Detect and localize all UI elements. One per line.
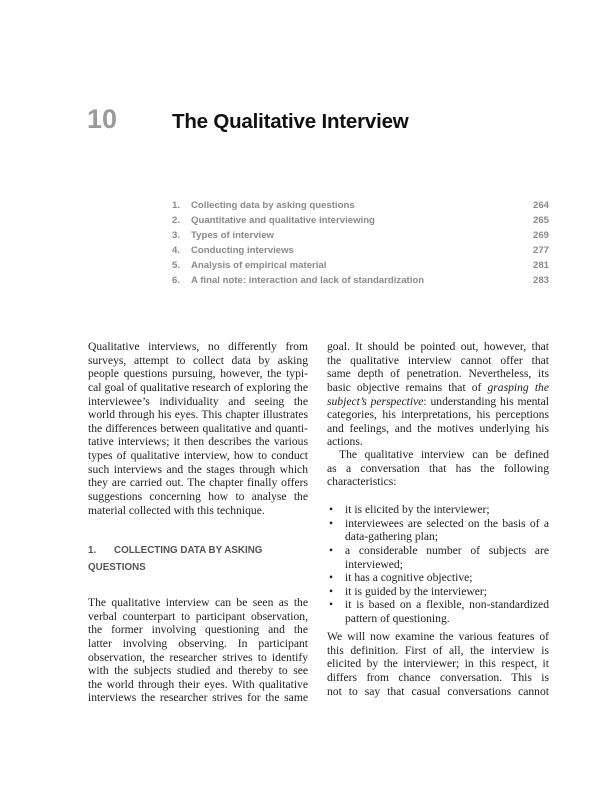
text-line: not to say that casual conversations cannot	[327, 684, 549, 698]
toc-entry-label: Analysis of empirical material	[191, 260, 327, 271]
section-title-line1: COLLECTING DATA BY ASKING	[114, 545, 263, 556]
bullet-icon: •	[329, 584, 334, 598]
text-line: interviews the researcher strives for the same	[88, 691, 308, 705]
list-item	[327, 571, 549, 585]
list-item-line: interviewed;	[345, 557, 403, 571]
text-line: We will now examine the various features of	[327, 630, 549, 643]
text-line: The qualitative interview can be seen as the	[88, 596, 308, 609]
list-item-line: pattern of questioning.	[345, 612, 450, 626]
emphasis-text: subject’s perspective	[327, 394, 424, 408]
toc-entry-number: 3.	[172, 230, 181, 241]
list-item-line: a considerable number of subjects are	[345, 543, 549, 557]
text-line	[327, 395, 549, 409]
bullet-icon: •	[329, 598, 334, 612]
chapter-title: The Qualitative Interview	[172, 110, 409, 133]
text-line: with the subjects studied and thereby to see	[88, 664, 308, 678]
text-line: types of qualitative interview, how to conduct	[88, 449, 308, 463]
toc-entry-page: 283	[532, 275, 549, 286]
text-line: The qualitative interview can be defined	[339, 448, 549, 461]
toc-entry-number: 6.	[172, 275, 181, 286]
text-line: as a conversation that has the following	[327, 461, 549, 475]
text-segment: basic objective remains that of	[327, 380, 488, 394]
toc-entry[interactable]	[172, 243, 549, 258]
text-line: Qualitative interviews, no differently from	[88, 340, 308, 353]
bullet-icon: •	[329, 503, 334, 516]
toc-entry-label: Conducting interviews	[191, 245, 294, 256]
bullet-icon: •	[329, 516, 334, 530]
text-line: people questions pursuing, however, the typi-	[88, 367, 308, 381]
text-segment: and feelings, and the motives underlying his	[327, 421, 549, 435]
text-line: this definition. First of all, the interview is	[327, 643, 549, 657]
text-line: suggestions concerning how to analyse the	[88, 490, 308, 504]
toc-entry-number: 5.	[172, 260, 181, 271]
text-line	[327, 367, 549, 381]
text-segment: actions.	[327, 435, 363, 449]
text-segment: same depth of penetration. Nevertheless, its	[327, 367, 549, 381]
text-line: interviewee’s individuality and seeing the	[88, 394, 308, 408]
text-line: tative interviews; it then describes the various	[88, 435, 308, 449]
toc-entry-number: 2.	[172, 215, 181, 226]
text-line	[327, 340, 549, 354]
toc-entry-number: 4.	[172, 245, 181, 256]
bullet-icon: •	[329, 543, 334, 557]
text-line: differs from chance conversation. This is	[327, 670, 549, 684]
toc-entry-page: 264	[532, 200, 549, 211]
list-item	[327, 585, 549, 599]
toc-entry[interactable]	[172, 228, 549, 243]
toc-entry-page: 277	[532, 245, 549, 256]
text-line: latter involving observing. In participant	[88, 636, 308, 650]
right-paragraph-3	[327, 630, 549, 698]
text-line: such interviews and the stages through which	[88, 462, 308, 476]
text-line: the world through their eyes. With qualitative	[88, 677, 308, 691]
text-line: cal goal of qualitative research of exploring the	[88, 380, 308, 394]
section-heading	[88, 542, 308, 576]
list-item	[327, 598, 549, 625]
section-paragraph	[88, 596, 308, 705]
list-item	[327, 544, 549, 571]
toc-entry-page: 281	[532, 260, 549, 271]
characteristics-list	[327, 503, 549, 626]
toc-entry-page: 265	[532, 215, 549, 226]
text-line: world through his eyes. This chapter illustrates	[88, 408, 308, 422]
text-line: the differences between qualitative and quanti-	[88, 421, 308, 435]
emphasis-text: grasping the	[487, 380, 549, 394]
list-item-line: data-gathering plan;	[345, 530, 439, 544]
intro-paragraph	[88, 340, 308, 517]
toc-entry[interactable]	[172, 273, 549, 288]
section-number: 1.	[88, 545, 97, 556]
text-line	[327, 381, 549, 395]
text-segment: : understanding his mental	[423, 394, 550, 408]
text-segment: the qualitative interview cannot offer that	[327, 353, 549, 367]
list-item-line: it is elicited by the interviewer;	[345, 503, 490, 516]
text-segment: goal. It should be pointed out, however, that	[327, 340, 549, 353]
text-line: surveys, attempt to collect data by asking	[88, 353, 308, 367]
right-paragraph-1	[327, 340, 549, 449]
toc-entry[interactable]	[172, 198, 549, 213]
toc-entry-number: 1.	[172, 200, 181, 211]
text-line: the former involving questioning and the	[88, 623, 308, 637]
list-item	[327, 517, 549, 544]
toc-entry-page: 269	[532, 230, 549, 241]
text-line: material collected with this technique.	[88, 503, 265, 517]
toc-entry-label: A final note: interaction and lack of standardization	[191, 275, 425, 286]
list-item	[327, 503, 549, 517]
bullet-icon: •	[329, 571, 334, 585]
list-item-line: it is guided by the interviewer;	[345, 584, 487, 598]
text-line	[327, 354, 549, 368]
list-item-line: interviewees are selected on the basis of a	[345, 516, 549, 530]
list-item-line: it is based on a flexible, non-standardized	[345, 598, 549, 612]
text-line: verbal counterpart to participant observation,	[88, 609, 308, 623]
toc-entry-label: Quantitative and qualitative interviewing	[191, 215, 375, 226]
right-paragraph-2	[327, 448, 549, 489]
text-line: observation, the researcher strives to identify	[88, 650, 308, 664]
text-line: characteristics:	[327, 475, 397, 489]
text-segment: categories, his interpretations, his perceptions	[327, 408, 549, 422]
chapter-number: 10	[87, 104, 118, 134]
text-line: they are carried out. The chapter finally offers	[88, 476, 308, 490]
toc-entry-label: Types of interview	[191, 230, 274, 241]
toc-entry[interactable]	[172, 213, 549, 228]
toc-entry[interactable]	[172, 258, 549, 273]
text-line	[327, 422, 549, 436]
text-line: elicited by the interviewer; in this respect, it	[327, 657, 549, 671]
table-of-contents	[172, 198, 549, 288]
toc-entry-label: Collecting data by asking questions	[191, 200, 355, 211]
section-title-line2: QUESTIONS	[88, 562, 146, 573]
list-item-line: it has a cognitive objective;	[345, 571, 473, 585]
text-line	[327, 408, 549, 422]
